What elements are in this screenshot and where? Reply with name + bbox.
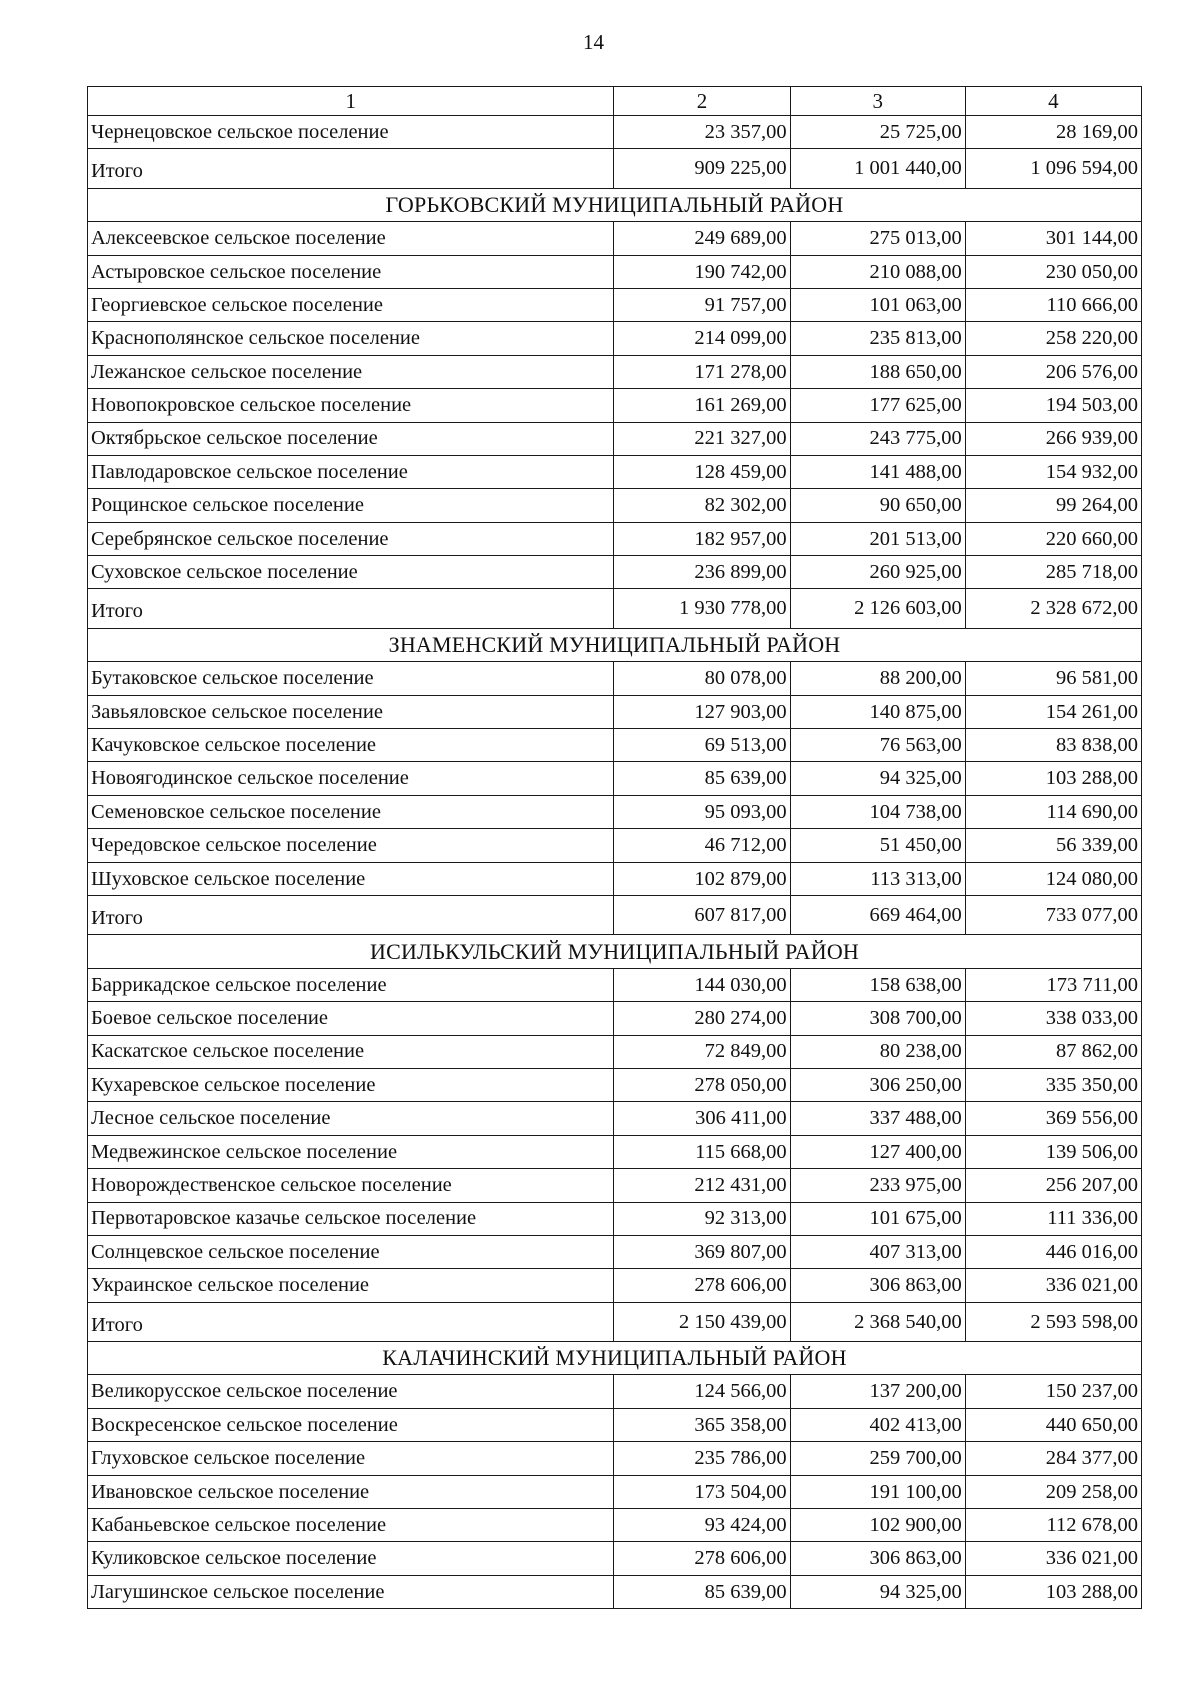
value-cell-col-3: 127 400,00 [790,1135,965,1168]
value-cell-col-3: 94 325,00 [790,1575,965,1608]
value-cell-col-2: 235 786,00 [614,1442,790,1475]
settlement-name: Октябрьское сельское поселение [88,422,614,455]
table-row [88,322,1142,355]
table-row [88,1135,1142,1168]
value-cell-col-2: 46 712,00 [614,829,790,862]
value-cell-col-4: 150 237,00 [965,1375,1141,1408]
value-cell-col-4: 99 264,00 [965,489,1141,522]
table-row [88,355,1142,388]
value-cell-col-3: 260 925,00 [790,556,965,589]
value-cell-col-2: 236 899,00 [614,556,790,589]
settlement-name: Астыровское сельское поселение [88,255,614,288]
value-cell-col-4: 266 939,00 [965,422,1141,455]
value-cell-col-2: 115 668,00 [614,1135,790,1168]
value-cell-col-3: 76 563,00 [790,729,965,762]
value-cell-col-3: 259 700,00 [790,1442,965,1475]
value-cell-col-2: 91 757,00 [614,288,790,321]
value-cell-col-4: 28 169,00 [965,116,1141,149]
value-cell-col-4: 285 718,00 [965,556,1141,589]
value-cell-col-3: 101 063,00 [790,288,965,321]
total-label: Итого [88,589,614,628]
table-row [88,288,1142,321]
table-row [88,1102,1142,1135]
value-cell-col-3: 88 200,00 [790,662,965,695]
value-cell-col-4: 2 593 598,00 [965,1302,1141,1341]
settlement-name: Чередовское сельское поселение [88,829,614,862]
data-table [87,86,1142,1609]
settlement-name: Медвежинское сельское поселение [88,1135,614,1168]
value-cell-col-3: 141 488,00 [790,455,965,488]
value-cell-col-4: 194 503,00 [965,389,1141,422]
value-cell-col-2: 278 050,00 [614,1068,790,1101]
value-cell-col-3: 308 700,00 [790,1002,965,1035]
settlement-name: Суховское сельское поселение [88,556,614,589]
value-cell-col-3: 306 863,00 [790,1542,965,1575]
value-cell-col-2: 128 459,00 [614,455,790,488]
settlement-name: Каскатское сельское поселение [88,1035,614,1068]
settlement-name: Серебрянское сельское поселение [88,522,614,555]
settlement-name: Лагушинское сельское поселение [88,1575,614,1608]
district-header-row [88,188,1142,221]
value-cell-col-2: 102 879,00 [614,862,790,895]
value-cell-col-3: 104 738,00 [790,795,965,828]
settlement-name: Кабаньевское сельское поселение [88,1509,614,1542]
value-cell-col-2: 1 930 778,00 [614,589,790,628]
value-cell-col-4: 83 838,00 [965,729,1141,762]
table-row [88,255,1142,288]
value-cell-col-2: 278 606,00 [614,1542,790,1575]
total-label: Итого [88,149,614,188]
table-row [88,762,1142,795]
value-cell-col-2: 69 513,00 [614,729,790,762]
value-cell-col-4: 338 033,00 [965,1002,1141,1035]
table-row [88,389,1142,422]
settlement-name: Кухаревское сельское поселение [88,1068,614,1101]
value-cell-col-3: 275 013,00 [790,222,965,255]
settlement-name: Куликовское сельское поселение [88,1542,614,1575]
district-title: ИСИЛЬКУЛЬСКИЙ МУНИЦИПАЛЬНЫЙ РАЙОН [88,935,1142,968]
value-cell-col-3: 137 200,00 [790,1375,965,1408]
settlement-name: Великорусское сельское поселение [88,1375,614,1408]
value-cell-col-4: 301 144,00 [965,222,1141,255]
value-cell-col-4: 369 556,00 [965,1102,1141,1135]
total-label: Итого [88,1302,614,1341]
value-cell-col-2: 127 903,00 [614,695,790,728]
table-row [88,1169,1142,1202]
table-row [88,1269,1142,1302]
total-row [88,895,1142,934]
value-cell-col-4: 103 288,00 [965,1575,1141,1608]
value-cell-col-3: 2 368 540,00 [790,1302,965,1341]
total-row [88,149,1142,188]
value-cell-col-3: 158 638,00 [790,968,965,1001]
table-row [88,795,1142,828]
value-cell-col-3: 94 325,00 [790,762,965,795]
value-cell-col-2: 72 849,00 [614,1035,790,1068]
value-cell-col-4: 124 080,00 [965,862,1141,895]
value-cell-col-2: 85 639,00 [614,1575,790,1608]
settlement-name: Баррикадское сельское поселение [88,968,614,1001]
value-cell-col-3: 210 088,00 [790,255,965,288]
settlement-name: Завьяловское сельское поселение [88,695,614,728]
value-cell-col-3: 243 775,00 [790,422,965,455]
value-cell-col-2: 182 957,00 [614,522,790,555]
value-cell-col-4: 256 207,00 [965,1169,1141,1202]
table-row [88,1475,1142,1508]
column-header: 2 [614,87,790,116]
district-header-row [88,628,1142,661]
value-cell-col-4: 2 328 672,00 [965,589,1141,628]
value-cell-col-2: 306 411,00 [614,1102,790,1135]
value-cell-col-3: 51 450,00 [790,829,965,862]
value-cell-col-3: 233 975,00 [790,1169,965,1202]
value-cell-col-3: 101 675,00 [790,1202,965,1235]
value-cell-col-3: 201 513,00 [790,522,965,555]
settlement-name: Глуховское сельское поселение [88,1442,614,1475]
column-header: 4 [965,87,1141,116]
table-row [88,1202,1142,1235]
table-row [88,1068,1142,1101]
table-row [88,522,1142,555]
value-cell-col-2: 249 689,00 [614,222,790,255]
column-header-row [88,87,1142,116]
value-cell-col-4: 112 678,00 [965,1509,1141,1542]
value-cell-col-4: 206 576,00 [965,355,1141,388]
total-row [88,1302,1142,1341]
value-cell-col-4: 230 050,00 [965,255,1141,288]
value-cell-col-2: 23 357,00 [614,116,790,149]
value-cell-col-2: 92 313,00 [614,1202,790,1235]
value-cell-col-4: 56 339,00 [965,829,1141,862]
value-cell-col-2: 144 030,00 [614,968,790,1001]
settlement-name: Качуковское сельское поселение [88,729,614,762]
settlement-name: Лежанское сельское поселение [88,355,614,388]
settlement-name: Лесное сельское поселение [88,1102,614,1135]
settlement-name: Новопокровское сельское поселение [88,389,614,422]
value-cell-col-2: 161 269,00 [614,389,790,422]
value-cell-col-3: 1 001 440,00 [790,149,965,188]
value-cell-col-4: 110 666,00 [965,288,1141,321]
table-body [88,87,1142,1609]
value-cell-col-3: 235 813,00 [790,322,965,355]
settlement-name: Краснополянское сельское поселение [88,322,614,355]
value-cell-col-4: 103 288,00 [965,762,1141,795]
value-cell-col-4: 173 711,00 [965,968,1141,1001]
settlement-name: Алексеевское сельское поселение [88,222,614,255]
table-row [88,1442,1142,1475]
value-cell-col-2: 93 424,00 [614,1509,790,1542]
column-header: 1 [88,87,614,116]
value-cell-col-2: 173 504,00 [614,1475,790,1508]
district-header-row [88,935,1142,968]
value-cell-col-3: 306 250,00 [790,1068,965,1101]
table-row [88,1509,1142,1542]
settlement-name: Бутаковское сельское поселение [88,662,614,695]
value-cell-col-3: 407 313,00 [790,1235,965,1268]
district-title: ЗНАМЕНСКИЙ МУНИЦИПАЛЬНЫЙ РАЙОН [88,628,1142,661]
value-cell-col-4: 114 690,00 [965,795,1141,828]
table-row [88,556,1142,589]
table-row [88,662,1142,695]
settlement-name: Ивановское сельское поселение [88,1475,614,1508]
page-number: 14 [583,30,604,54]
value-cell-col-4: 336 021,00 [965,1269,1141,1302]
value-cell-col-3: 188 650,00 [790,355,965,388]
value-cell-col-2: 190 742,00 [614,255,790,288]
value-cell-col-3: 90 650,00 [790,489,965,522]
value-cell-col-3: 2 126 603,00 [790,589,965,628]
value-cell-col-4: 336 021,00 [965,1542,1141,1575]
settlement-name: Павлодаровское сельское поселение [88,455,614,488]
settlement-name: Георгиевское сельское поселение [88,288,614,321]
value-cell-col-4: 220 660,00 [965,522,1141,555]
table-row [88,695,1142,728]
value-cell-col-2: 214 099,00 [614,322,790,355]
value-cell-col-2: 909 225,00 [614,149,790,188]
settlement-name: Новорождественское сельское поселение [88,1169,614,1202]
settlement-name: Семеновское сельское поселение [88,795,614,828]
value-cell-col-3: 80 238,00 [790,1035,965,1068]
value-cell-col-4: 1 096 594,00 [965,149,1141,188]
value-cell-col-2: 278 606,00 [614,1269,790,1302]
table-row [88,729,1142,762]
value-cell-col-4: 733 077,00 [965,895,1141,934]
value-cell-col-2: 607 817,00 [614,895,790,934]
settlement-name: Новоягодинское сельское поселение [88,762,614,795]
value-cell-col-4: 87 862,00 [965,1035,1141,1068]
value-cell-col-4: 154 932,00 [965,455,1141,488]
table-row [88,1575,1142,1608]
value-cell-col-4: 209 258,00 [965,1475,1141,1508]
value-cell-col-2: 95 093,00 [614,795,790,828]
value-cell-col-2: 171 278,00 [614,355,790,388]
district-title: КАЛАЧИНСКИЙ МУНИЦИПАЛЬНЫЙ РАЙОН [88,1342,1142,1375]
value-cell-col-2: 369 807,00 [614,1235,790,1268]
value-cell-col-3: 140 875,00 [790,695,965,728]
table-row [88,1408,1142,1441]
settlement-name: Солнцевское сельское поселение [88,1235,614,1268]
table-row [88,1235,1142,1268]
value-cell-col-4: 284 377,00 [965,1442,1141,1475]
table-row [88,116,1142,149]
value-cell-col-4: 154 261,00 [965,695,1141,728]
value-cell-col-2: 280 274,00 [614,1002,790,1035]
value-cell-col-3: 337 488,00 [790,1102,965,1135]
value-cell-col-3: 669 464,00 [790,895,965,934]
settlement-name: Рощинское сельское поселение [88,489,614,522]
table-row [88,489,1142,522]
value-cell-col-4: 440 650,00 [965,1408,1141,1441]
value-cell-col-4: 446 016,00 [965,1235,1141,1268]
value-cell-col-4: 96 581,00 [965,662,1141,695]
table-row [88,1035,1142,1068]
value-cell-col-4: 139 506,00 [965,1135,1141,1168]
table-row [88,1002,1142,1035]
table-row [88,422,1142,455]
value-cell-col-3: 191 100,00 [790,1475,965,1508]
settlement-name: Украинское сельское поселение [88,1269,614,1302]
settlement-name: Чернецовское сельское поселение [88,116,614,149]
value-cell-col-2: 212 431,00 [614,1169,790,1202]
value-cell-col-2: 221 327,00 [614,422,790,455]
value-cell-col-3: 102 900,00 [790,1509,965,1542]
value-cell-col-4: 111 336,00 [965,1202,1141,1235]
table-row [88,1375,1142,1408]
value-cell-col-3: 306 863,00 [790,1269,965,1302]
value-cell-col-2: 124 566,00 [614,1375,790,1408]
table-row [88,1542,1142,1575]
value-cell-col-4: 258 220,00 [965,322,1141,355]
table-row [88,829,1142,862]
district-header-row [88,1342,1142,1375]
value-cell-col-3: 113 313,00 [790,862,965,895]
value-cell-col-3: 177 625,00 [790,389,965,422]
district-title: ГОРЬКОВСКИЙ МУНИЦИПАЛЬНЫЙ РАЙОН [88,188,1142,221]
settlement-name: Шуховское сельское поселение [88,862,614,895]
total-row [88,589,1142,628]
settlement-name: Боевое сельское поселение [88,1002,614,1035]
value-cell-col-2: 365 358,00 [614,1408,790,1441]
table-row [88,968,1142,1001]
total-label: Итого [88,895,614,934]
table-row [88,862,1142,895]
settlement-name: Воскресенское сельское поселение [88,1408,614,1441]
value-cell-col-2: 82 302,00 [614,489,790,522]
column-header: 3 [790,87,965,116]
value-cell-col-2: 80 078,00 [614,662,790,695]
value-cell-col-2: 2 150 439,00 [614,1302,790,1341]
table-row [88,222,1142,255]
value-cell-col-3: 25 725,00 [790,116,965,149]
value-cell-col-2: 85 639,00 [614,762,790,795]
settlement-name: Первотаровское казачье сельское поселение [88,1202,614,1235]
table-row [88,455,1142,488]
value-cell-col-4: 335 350,00 [965,1068,1141,1101]
value-cell-col-3: 402 413,00 [790,1408,965,1441]
